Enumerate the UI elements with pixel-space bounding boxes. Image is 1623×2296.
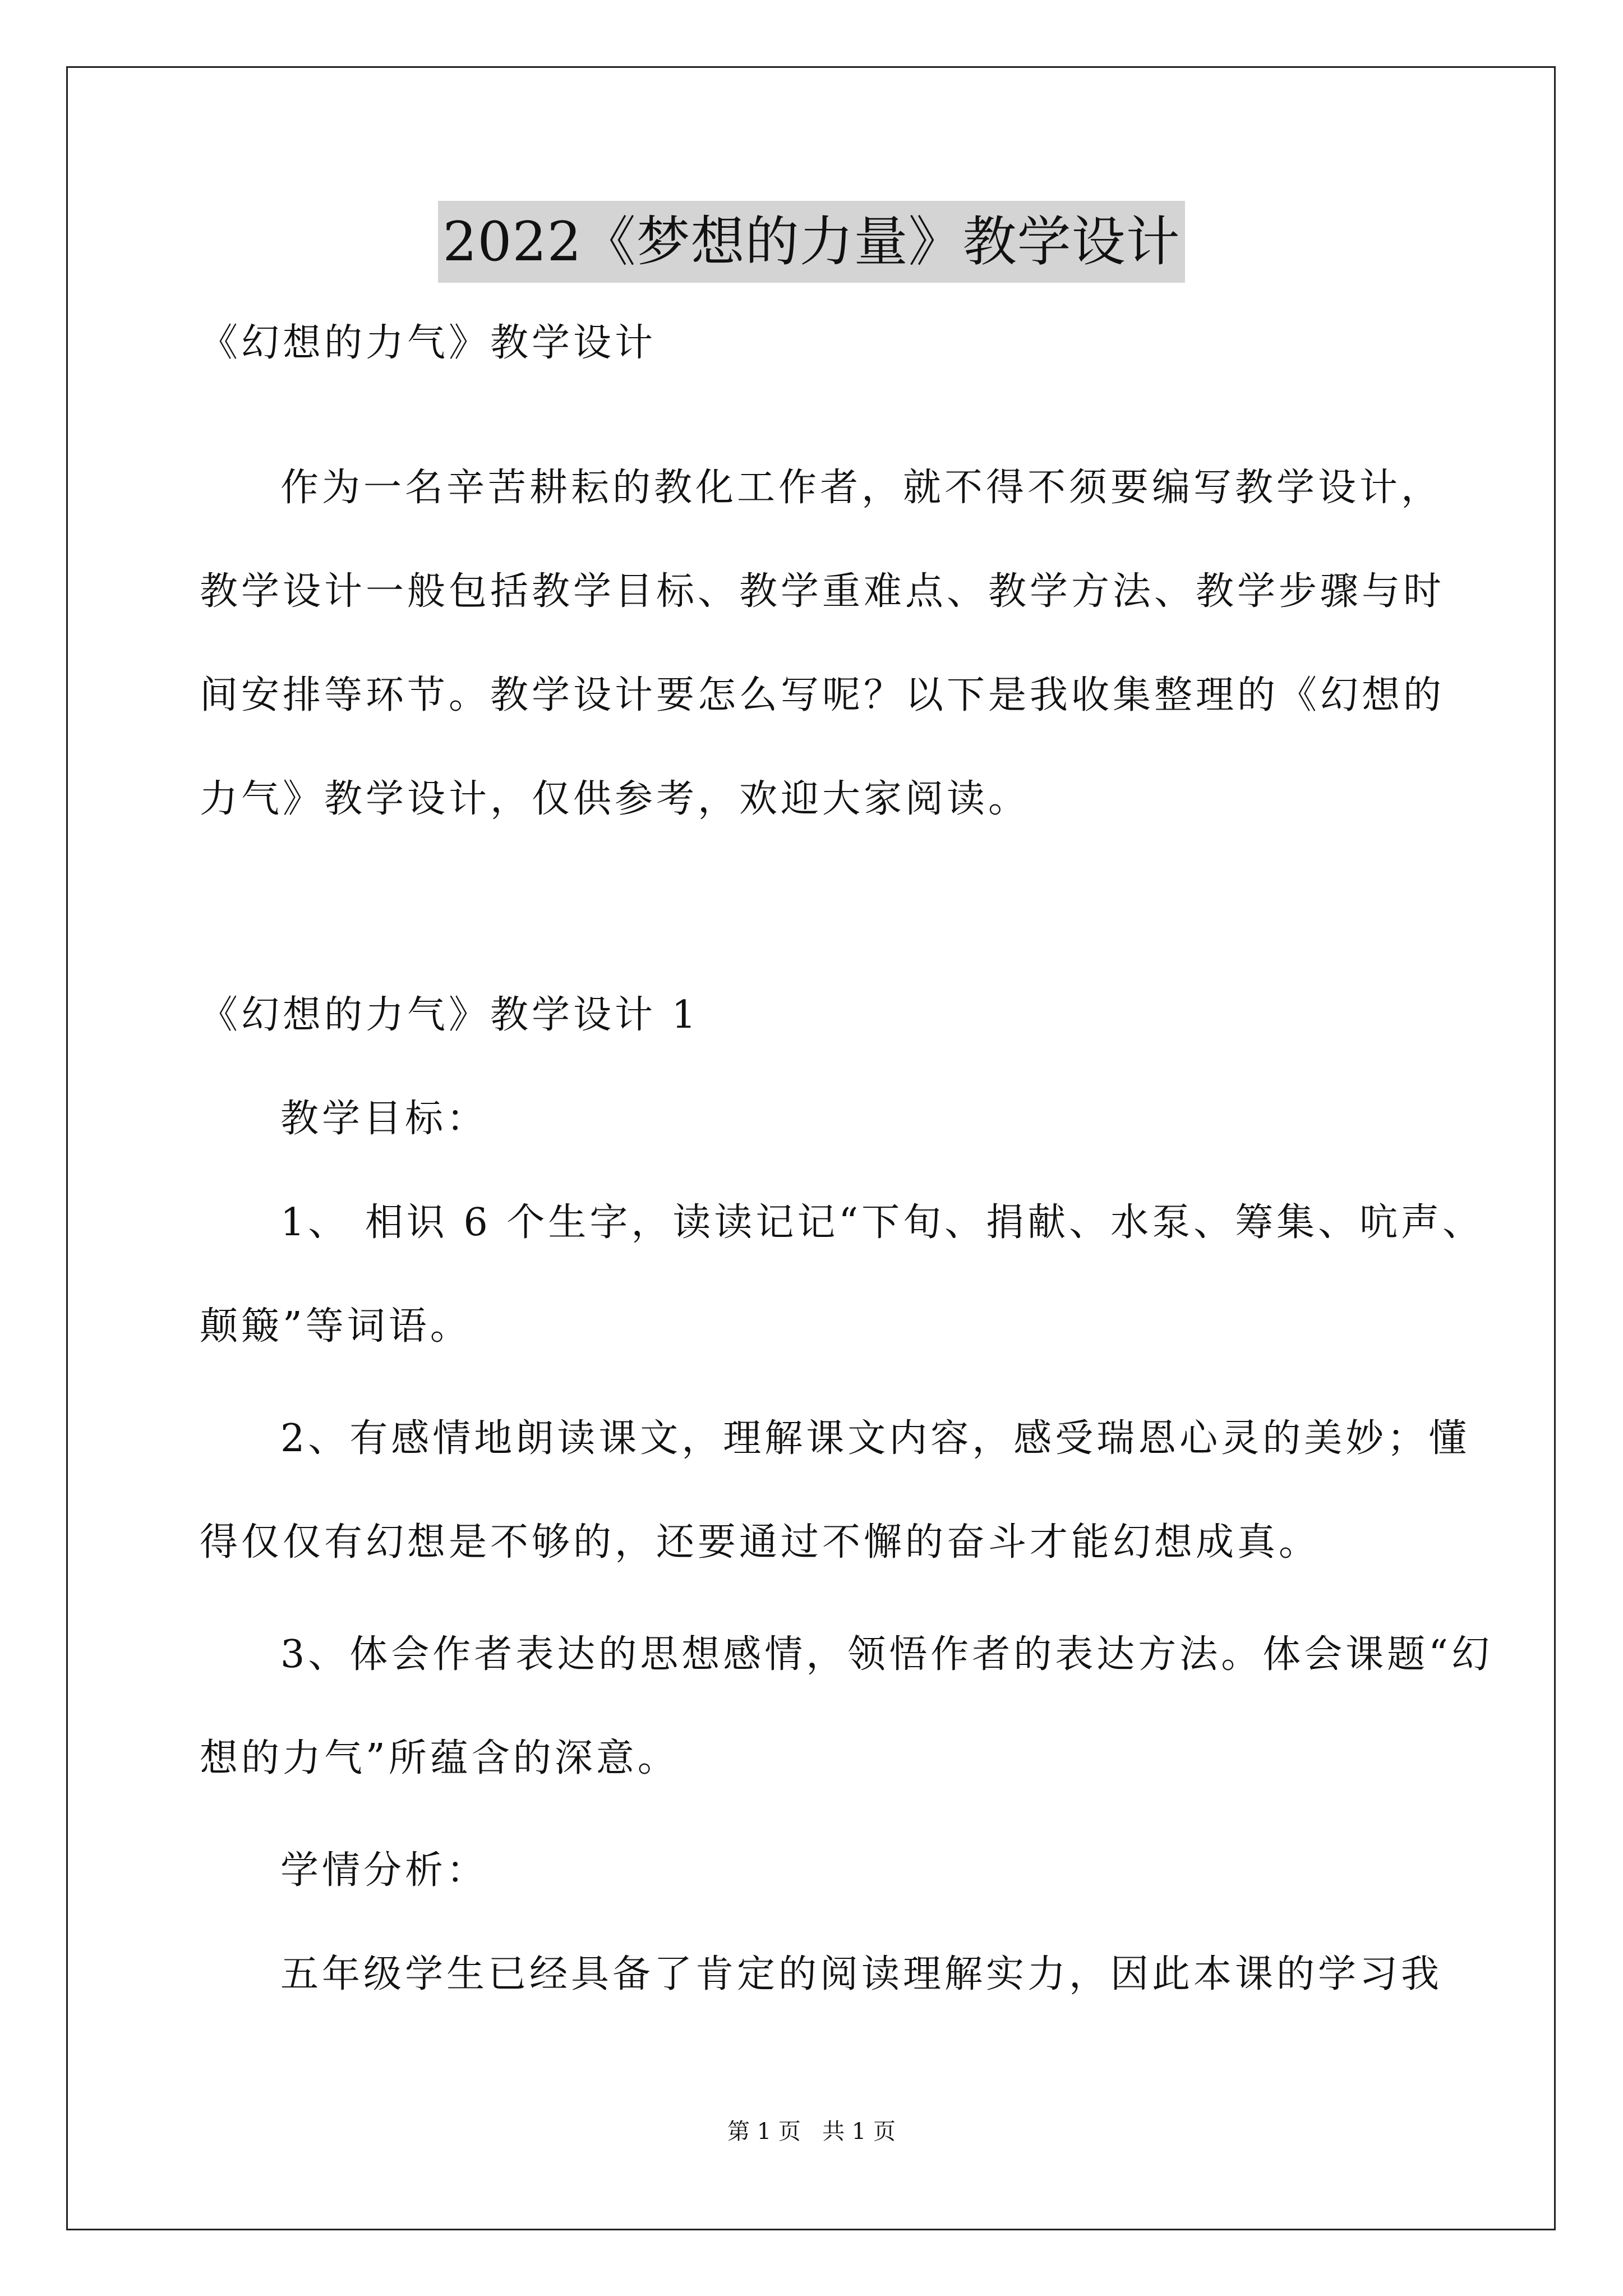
page-footer: 第 1 页 共 1 页 <box>727 2119 896 2145</box>
paragraph-line: 间安排等环节。教学设计要怎么写呢？以下是我收集整理的《幻想的 <box>200 673 1445 717</box>
section-heading: 《幻想的力气》教学设计 1 <box>200 993 699 1037</box>
paragraph-line: 想的力气”所蕴含的深意。 <box>200 1736 679 1780</box>
page-border <box>66 66 1556 2230</box>
label-line: 教学目标： <box>280 1097 488 1141</box>
paragraph-line: 教学设计一般包括教学目标、教学重难点、教学方法、教学步骤与时 <box>200 569 1445 614</box>
paragraph-line: 力气》教学设计，仅供参考，欢迎大家阅读。 <box>200 777 1030 821</box>
label-line: 学情分析： <box>280 1848 488 1893</box>
paragraph-line: 1、 相识 6 个生字，读读记记“下旬、捐献、水泵、筹集、吭声、 <box>280 1200 1484 1245</box>
paragraph-line: 作为一名辛苦耕耘的教化工作者，就不得不须要编写教学设计， <box>280 466 1443 510</box>
paragraph-line: 3、体会作者表达的思想感情，领悟作者的表达方法。体会课题“幻 <box>280 1632 1493 1677</box>
subtitle-line: 《幻想的力气》教学设计 <box>200 321 657 365</box>
document-title: 2022《梦想的力量》教学设计 <box>438 201 1184 283</box>
paragraph-line: 2、有感情地朗读课文，理解课文内容，感受瑞恩心灵的美妙；懂 <box>280 1416 1470 1461</box>
title-container <box>0 201 1623 283</box>
paragraph-line: 颠簸”等词语。 <box>200 1304 472 1349</box>
paragraph-line: 得仅仅有幻想是不够的，还要通过不懈的奋斗才能幻想成真。 <box>200 1520 1321 1565</box>
paragraph-line: 五年级学生已经具备了肯定的阅读理解实力，因此本课的学习我 <box>280 1952 1443 1996</box>
